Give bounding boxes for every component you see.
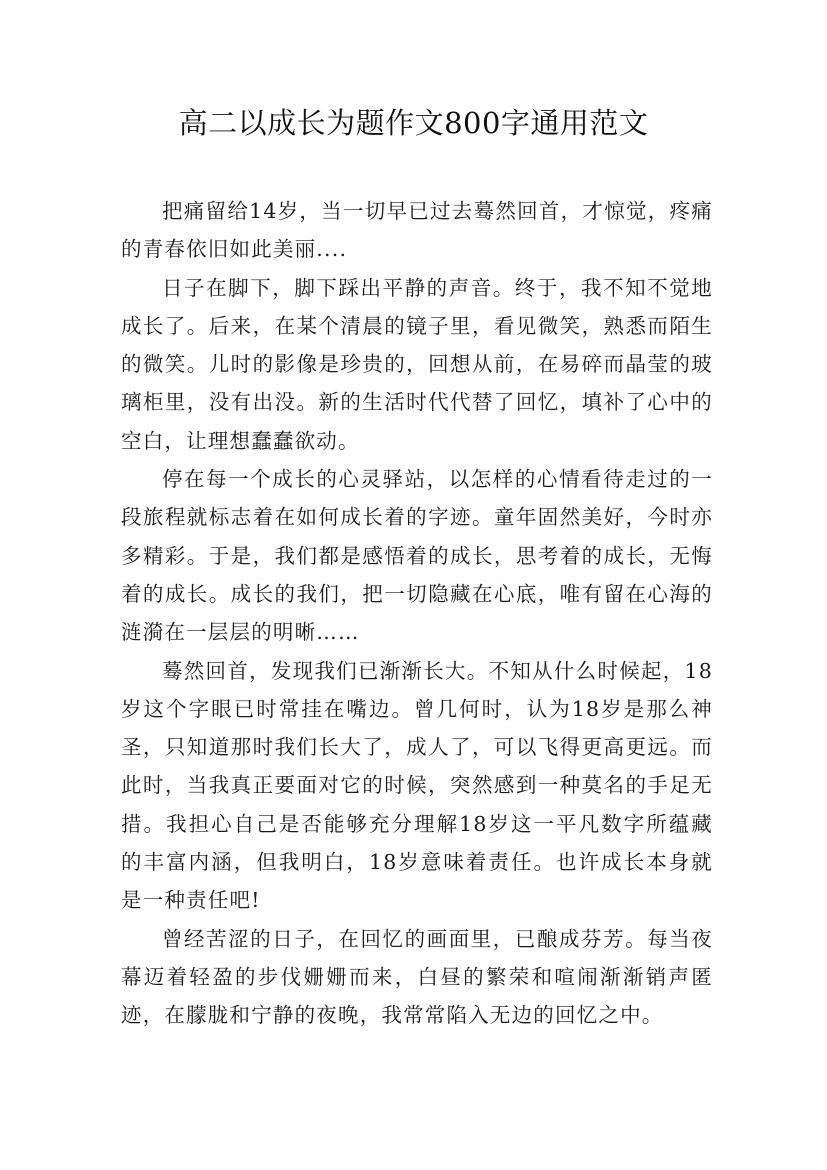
document-title: 高二以成长为题作文800字通用范文	[178, 106, 649, 140]
paragraph-2: 日子在脚下，脚下踩出平静的声音。终于，我不知不觉地成长了。后来，在某个清晨的镜子里，看见微笑，熟悉而陌生的微笑。儿时的影像是珍贵的，回想从前，在易碎而晶莹的玻璃柜里，没有出没。新的生活时代代替了回忆，填补了心中的空白，让理想蠢蠢欲动。	[121, 275, 713, 453]
document-body	[121, 192, 713, 1035]
paragraph-4: 蓦然回首，发现我们已渐渐长大。不知从什么时候起，18岁这个字眼已时常挂在嘴边。曾几何时，认为18岁是那么神圣，只知道那时我们长大了，成人了，可以飞得更高更远。而此时，当我真正要面对它的时候，突然感到一种莫名的手足无措。我担心自己是否能够充分理解18岁这一平凡数字所蕴藏的丰富内涵，但我明白，18岁意味着责任。也许成长本身就是一种责任吧!	[121, 658, 713, 913]
paragraph-3: 停在每一个成长的心灵驿站，以怎样的心情看待走过的一段旅程就标志着在如何成长着的字迹。童年固然美好，今时亦多精彩。于是，我们都是感悟着的成长，思考着的成长，无悔着的成长。成长的我们，把一切隐藏在心底，唯有留在心海的涟漪在一层层的明晰……	[121, 467, 713, 645]
paragraph-1: 把痛留给14岁，当一切早已过去蓦然回首，才惊觉，疼痛的青春依旧如此美丽....	[121, 199, 713, 262]
paragraph-5: 曾经苦涩的日子，在回忆的画面里，已酿成芬芳。每当夜幕迈着轻盈的步伐姗姗而来，白昼的繁荣和喧闹渐渐销声匿迹，在朦胧和宁静的夜晚，我常常陷入无边的回忆之中。	[121, 926, 713, 1028]
